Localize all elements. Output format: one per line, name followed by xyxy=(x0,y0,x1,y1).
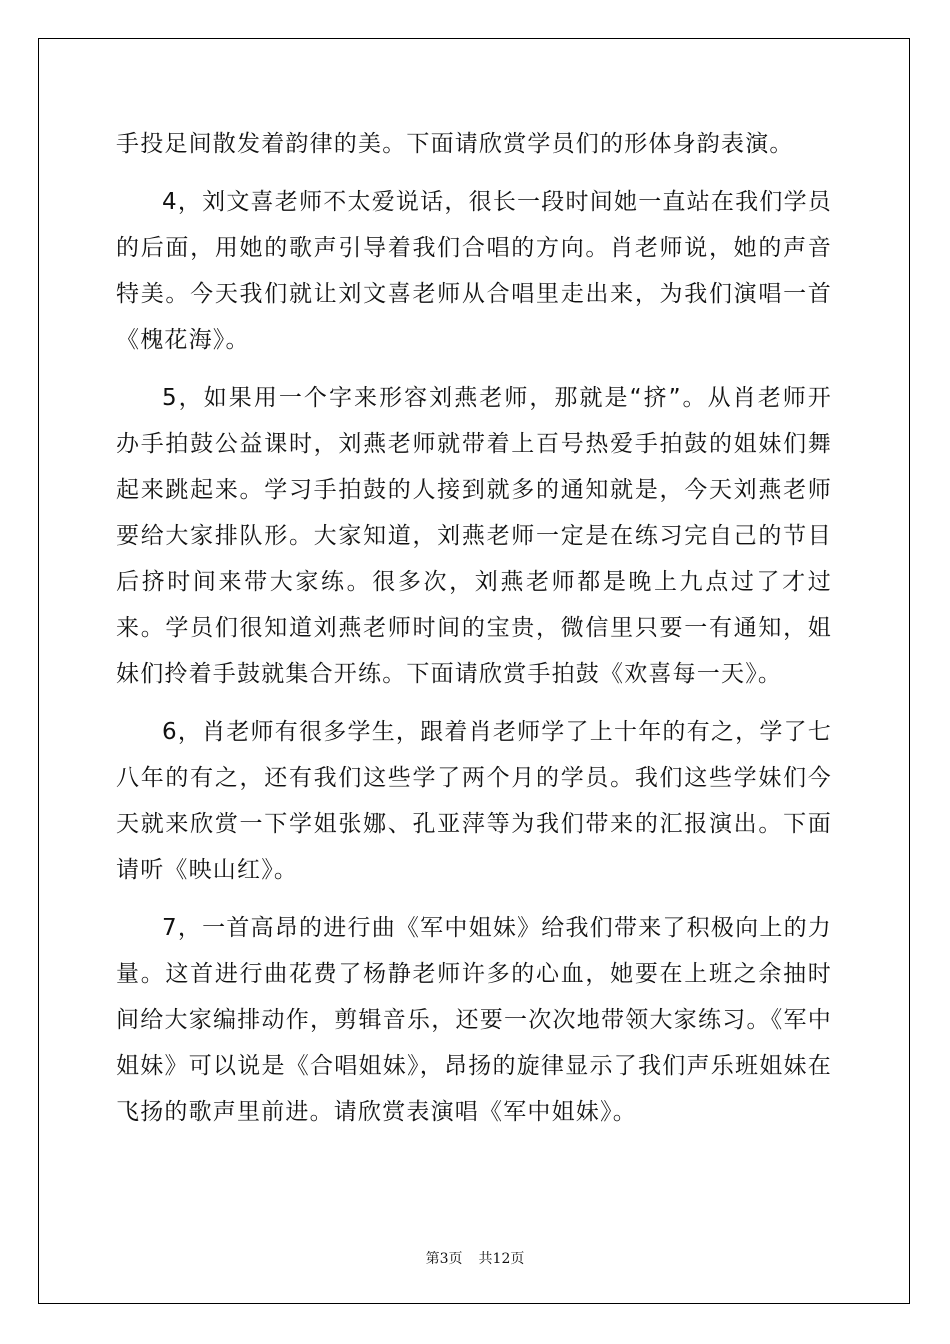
page-footer xyxy=(0,1248,950,1268)
page-number: 第3页 xyxy=(425,1251,463,1267)
paragraph-item-5: 5，如果用一个字来形容刘燕老师，那就是“挤”。从肖老师开办手拍鼓公益课时，刘燕老师就带着上百号热爱手拍鼓的姐妹们舞起来跳起来。学习手拍鼓的人接到就多的通知就是，今天刘燕老师要给大家排队形。大家知道，刘燕老师一定是在练习完自己的节目后挤时间来带大家练。很多次，刘燕老师都是晚上九点过了才过来。学员们很知道刘燕老师时间的宝贵，微信里只要一有通知，姐妹们拎着手鼓就集合开练。下面请欣赏手拍鼓《欢喜每一天》。 xyxy=(116,385,832,687)
paragraph-item-4: 4，刘文喜老师不太爱说话，很长一段时间她一直站在我们学员的后面，用她的歌声引导着我们合唱的方向。肖老师说，她的声音特美。今天我们就让刘文喜老师从合唱里走出来，为我们演唱一首《槐花海》。 xyxy=(116,189,832,353)
page-total: 共12页 xyxy=(478,1251,525,1267)
document-body xyxy=(116,121,832,1147)
paragraph-continuation: 手投足间散发着韵律的美。下面请欣赏学员们的形体身韵表演。 xyxy=(116,131,794,157)
paragraph-item-7: 7，一首高昂的进行曲《军中姐妹》给我们带来了积极向上的力量。这首进行曲花费了杨静老师许多的心血，她要在上班之余抽时间给大家编排动作，剪辑音乐，还要一次次地带领大家练习。《军中姐妹》可以说是《合唱姐妹》，昂扬的旋律显示了我们声乐班姐妹在飞扬的歌声里前进。请欣赏表演唱《军中姐妹》。 xyxy=(116,915,832,1125)
paragraph-item-6: 6，肖老师有很多学生，跟着肖老师学了上十年的有之，学了七八年的有之，还有我们这些学了两个月的学员。我们这些学妹们今天就来欣赏一下学姐张娜、孔亚萍等为我们带来的汇报演出。下面请听《映山红》。 xyxy=(116,719,832,883)
